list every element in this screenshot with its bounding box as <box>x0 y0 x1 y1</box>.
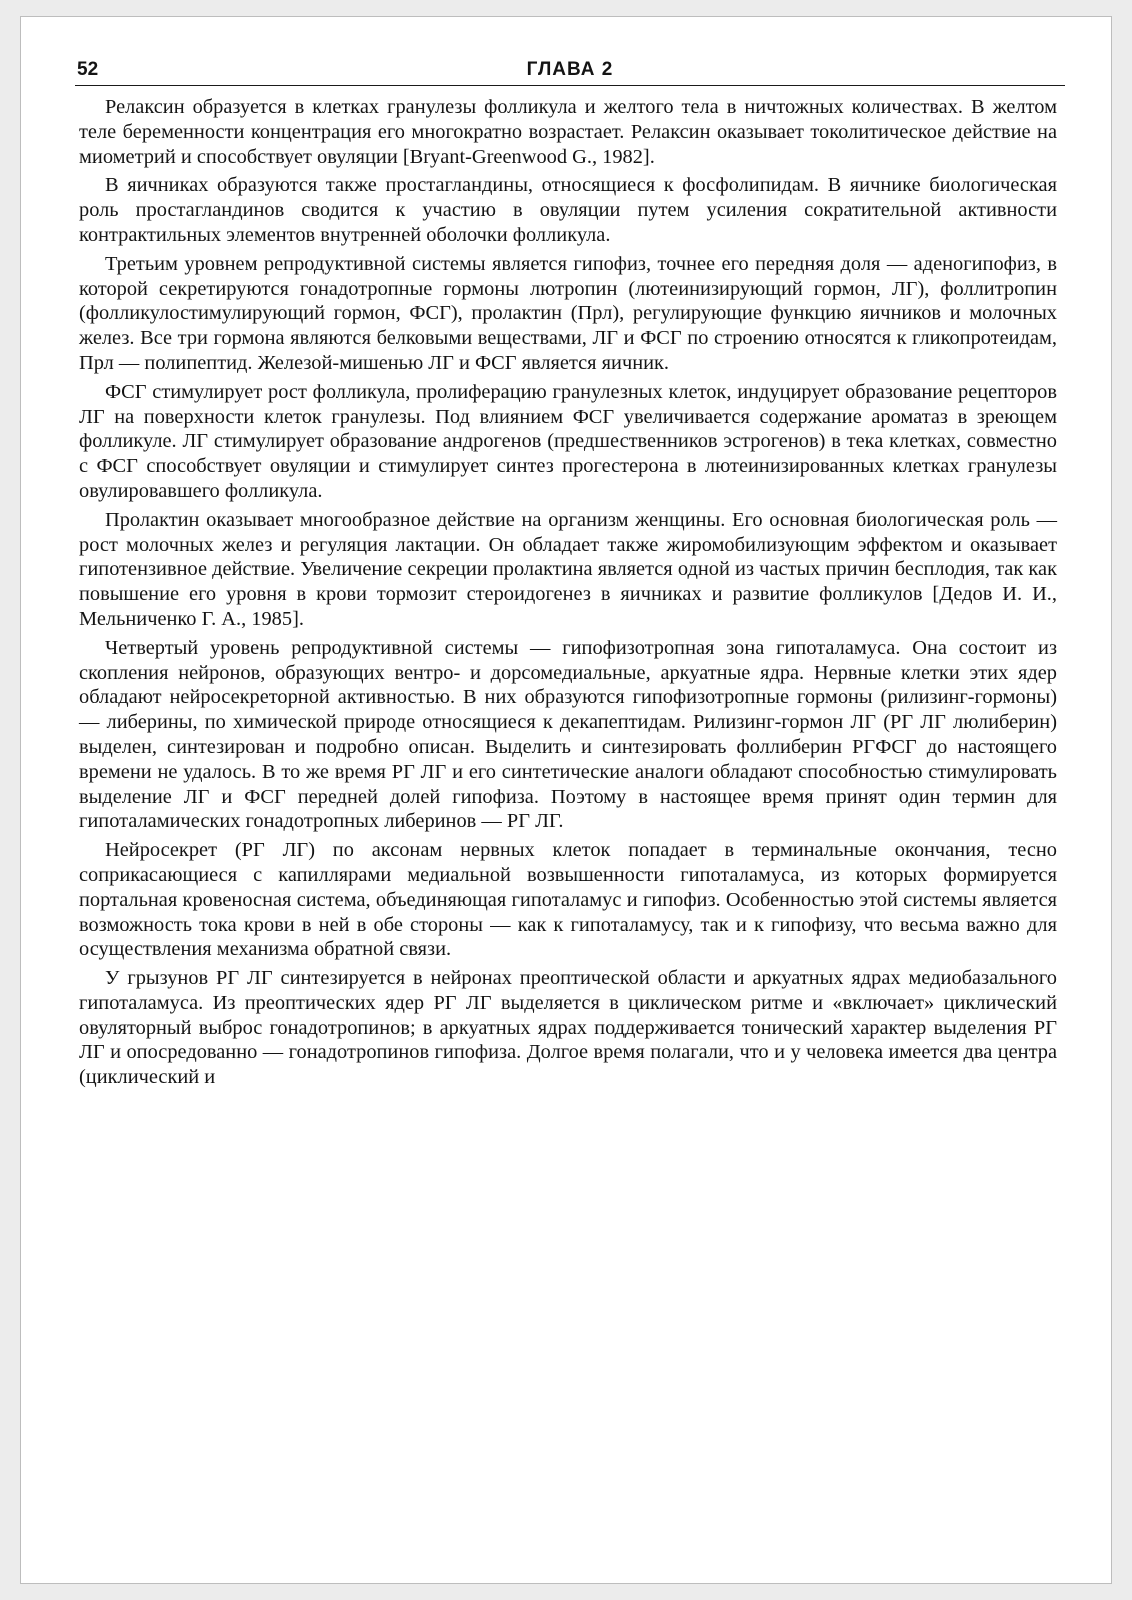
paragraph-prolactin: Пролактин оказывает многообразное действие на организм женщины. Его основная биологическая роль — рост молочных желез и регуляция лактации. Он обладает также жиромобилизующим эффектом и оказывает гипотензивное действие. Увеличение секреции пролактина является одной из частых причин бесплодия, так как повышение его уровня в крови тормозит стероидогенез в яичниках и развитие фолликулов [Дедов И. И., Мельниченко Г. А., 1985]. <box>79 508 1057 630</box>
running-header <box>75 57 1065 86</box>
body-text <box>79 95 1057 1094</box>
paragraph-rodents: У грызунов РГ ЛГ синтезируется в нейронах преоптической области и аркуатных ядрах медиобазального гипоталамуса. Из преоптических ядер РГ ЛГ выделяется в циклическом ритме и «включает» циклический овуляторный выброс гонадотропинов; в аркуатных ядрах поддерживается тонический характер выделения РГ ЛГ и опосредованно — гонадотропинов гипофиза. Долгое время полагали, что и у человека имеется два центра (циклический и <box>79 967 1057 1089</box>
paragraph-hypothalamus-level: Четвертый уровень репродуктивной системы — гипофизотропная зона гипоталамуса. Она состоит из скопления нейронов, образующих вентро- и дорсомедиальные, аркуатные ядра. Нервные клетки этих ядер обладают нейросекреторной активностью. В них образуются гипофизотропные гормоны (рилизинг-гормоны) — либерины, по химической природе относящиеся к декапептидам. Рилизинг-гормон ЛГ (РГ ЛГ люлиберин) выделен, синтезирован и подробно описан. Выделить и синтезировать фоллиберин РГФСГ до настоящего времени не удалось. В то же время РГ ЛГ и его синтетические аналоги обладают способностью стимулировать выделение ЛГ и ФСГ передней долей гипофиза. Поэтому в настоящее время принят один термин для гипоталамических гонадотропных либеринов — РГ ЛГ. <box>79 636 1057 833</box>
paragraph-prostaglandins: В яичниках образуются также простагландины, относящиеся к фосфолипидам. В яичнике биологическая роль простагландинов сводится к участию в овуляции путем усиления сократительной активности контрактильных элементов внутренней оболочки фолликула. <box>79 174 1057 246</box>
paragraph-relaxin: Релаксин образуется в клетках гранулезы фолликула и желтого тела в ничтожных количествах. В желтом теле беременности концентрация его многократно возрастает. Релаксин оказывает токолитическое действие на миометрий и способствует овуляции [Bryant-Greenwood G., 1982]. <box>79 96 1057 168</box>
book-page <box>20 16 1112 1584</box>
page-number: 52 <box>77 59 99 80</box>
paragraph-neurosecretion: Нейросекрет (РГ ЛГ) по аксонам нервных клеток попадает в терминальные окончания, тесно соприкасающиеся с капиллярами медиальной возвышенности гипоталамуса, из которых формируется портальная кровеносная система, объединяющая гипоталамус и гипофиз. Особенностью этой системы является возможность тока крови в ней в обе стороны — как к гипоталамусу, так и к гипофизу, что весьма важно для осуществления механизма обратной связи. <box>79 839 1057 961</box>
chapter-title: ГЛАВА 2 <box>526 59 614 80</box>
paragraph-fsh-lh: ФСГ стимулирует рост фолликула, пролиферацию гранулезных клеток, индуцирует образование рецепторов ЛГ на поверхности клеток гранулезы. Под влиянием ФСГ увеличивается содержание ароматаз в зреющем фолликуле. ЛГ стимулирует образование андрогенов (предшественников эстрогенов) в тека клетках, совместно с ФСГ способствует овуляции и стимулирует синтез прогестерона в лютеинизированных клетках гранулезы овулировавшего фолликула. <box>79 380 1057 502</box>
paragraph-pituitary-level: Третьим уровнем репродуктивной системы является гипофиз, точнее его передняя доля — аденогипофиз, в которой секретируются гонадотропные гормоны лютропин (лютеинизирующий гормон, ЛГ), фоллитропин (фолликулостимулирующий гормон, ФСГ), пролактин (Прл), регулирующие функцию яичников и молочных желез. Все три гормона являются белковыми веществами, ЛГ и ФСГ по строению относятся к гликопротеидам, Прл — полипептид. Железой-мишенью ЛГ и ФСГ является яичник. <box>79 252 1057 374</box>
